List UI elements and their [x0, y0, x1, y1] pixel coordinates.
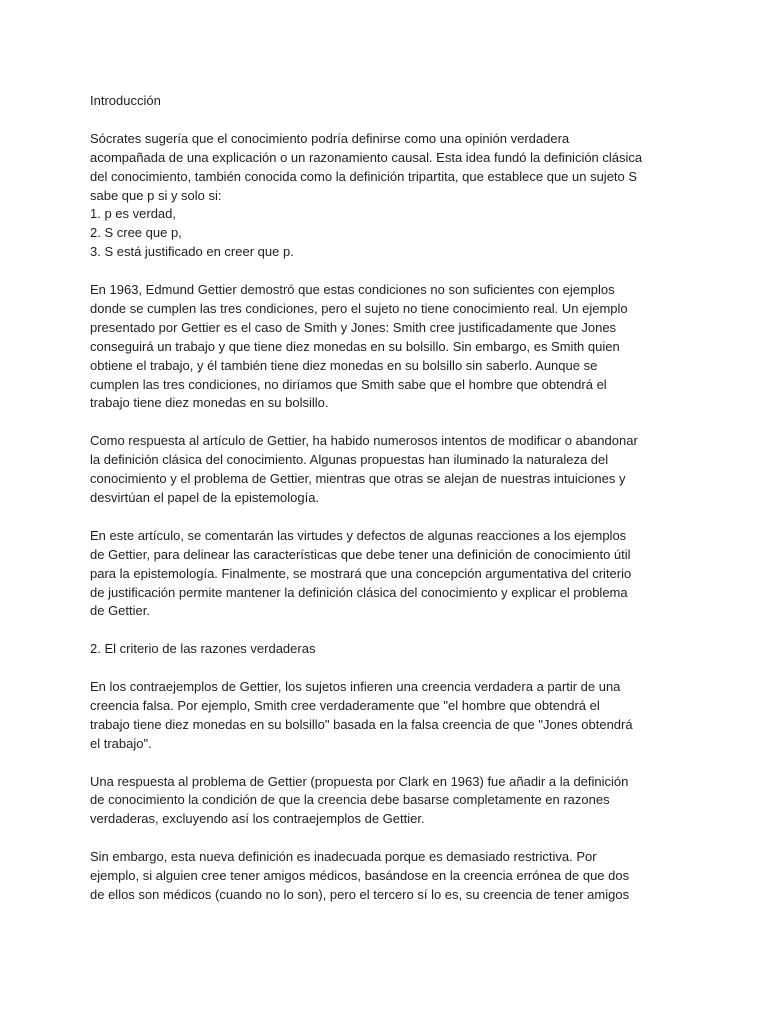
paragraph-line: verdaderas, excluyendo así los contraejemplos de Gettier. — [90, 811, 425, 827]
paragraph-line: presentado por Gettier es el caso de Smith y Jones: Smith cree justificadamente que Jones — [90, 319, 617, 335]
paragraph-line: creencia falsa. Por ejemplo, Smith cree verdaderamente que "el hombre que obtendrá el — [90, 697, 600, 713]
intro-heading — [90, 92, 678, 111]
paragraph-7 — [90, 848, 678, 905]
document-page — [90, 92, 678, 924]
paragraph-line: de ellos son médicos (cuando no lo son), pero el tercero sí lo es, su creencia de tener amigos — [90, 886, 630, 902]
paragraph-line: del conocimiento, también conocida como la definición tripartita, que establece que un sujeto S — [90, 168, 638, 184]
paragraph-line: trabajo tiene diez monedas en su bolsillo. — [90, 395, 329, 411]
paragraph-line: obtiene el trabajo, y él también tiene diez monedas en su bolsillo sin saberlo. Aunque se — [90, 357, 598, 373]
paragraph-line: conocimiento y el problema de Gettier, mientras que otras se alejan de nuestras intuiciones y — [90, 471, 626, 487]
list-item-condition-1: 1. p es verdad, — [90, 206, 176, 222]
paragraph-line: sabe que p si y solo si: — [90, 187, 222, 203]
list-item-condition-2: 2. S cree que p, — [90, 225, 182, 241]
paragraph-line: el trabajo". — [90, 735, 152, 751]
paragraph-line: ejemplo, si alguien cree tener amigos médicos, basándose en la creencia errónea de que dos — [90, 868, 630, 884]
paragraph-line: conseguirá un trabajo y que tiene diez monedas en su bolsillo. Sin embargo, es Smith quien — [90, 338, 620, 354]
paragraph-6 — [90, 773, 678, 830]
paragraph-line: de justificación permite mantener la definición clásica del conocimiento y explicar el problema — [90, 584, 628, 600]
paragraph-4 — [90, 527, 678, 622]
paragraph-line: En 1963, Edmund Gettier demostró que estas condiciones no son suficientes con ejemplos — [90, 282, 615, 298]
paragraph-line: de Gettier. — [90, 603, 150, 619]
paragraph-line: la definición clásica del conocimiento. Algunas propuestas han iluminado la naturaleza del — [90, 452, 609, 468]
paragraph-line: Como respuesta al artículo de Gettier, ha habido numerosos intentos de modificar o abandonar — [90, 433, 638, 449]
paragraph-line: En los contraejemplos de Gettier, los sujetos infieren una creencia verdadera a partir de una — [90, 679, 621, 694]
paragraph-3 — [90, 432, 678, 508]
paragraph-line: para la epistemología. Finalmente, se mostrará que una concepción argumentativa del criterio — [90, 565, 632, 581]
paragraph-line: Una respuesta al problema de Gettier (propuesta por Clark en 1963) fue añadir a la definición — [90, 773, 629, 789]
paragraph-line: trabajo tiene diez monedas en su bolsillo" basada en la falsa creencia de que "Jones obtendrá — [90, 716, 633, 732]
paragraph-line: Sin embargo, esta nueva definición es inadecuada porque es demasiado restrictiva. Por — [90, 849, 597, 865]
paragraph-5 — [90, 678, 678, 754]
paragraph-line: acompañada de una explicación o un razonamiento causal. Esta idea fundó la definición clásica — [90, 149, 643, 165]
section-2-heading — [90, 640, 678, 659]
paragraph-1 — [90, 130, 678, 262]
paragraph-line: donde se cumplen las tres condiciones, pero el sujeto no tiene conocimiento real. Un ejemplo — [90, 300, 628, 316]
paragraph-2 — [90, 281, 678, 413]
paragraph-line: desvirtúan el papel de la epistemología. — [90, 489, 320, 505]
paragraph-line: cumplen las tres condiciones, no diríamos que Smith sabe que el hombre que obtendrá el — [90, 376, 607, 392]
paragraph-line: de conocimiento la condición de que la creencia debe basarse completamente en razones — [90, 792, 610, 808]
paragraph-line: En este artículo, se comentarán las virtudes y defectos de algunas reacciones a los ejemplos — [90, 527, 627, 543]
list-item-condition-3: 3. S está justificado en creer que p. — [90, 244, 294, 260]
section-2-heading-text: 2. El criterio de las razones verdaderas — [90, 641, 316, 657]
paragraph-line: de Gettier, para delinear las características que debe tener una definición de conocimiento útil — [90, 546, 631, 562]
intro-heading-text: Introducción — [90, 93, 161, 108]
paragraph-line: Sócrates sugería que el conocimiento podría definirse como una opinión verdadera — [90, 130, 570, 146]
